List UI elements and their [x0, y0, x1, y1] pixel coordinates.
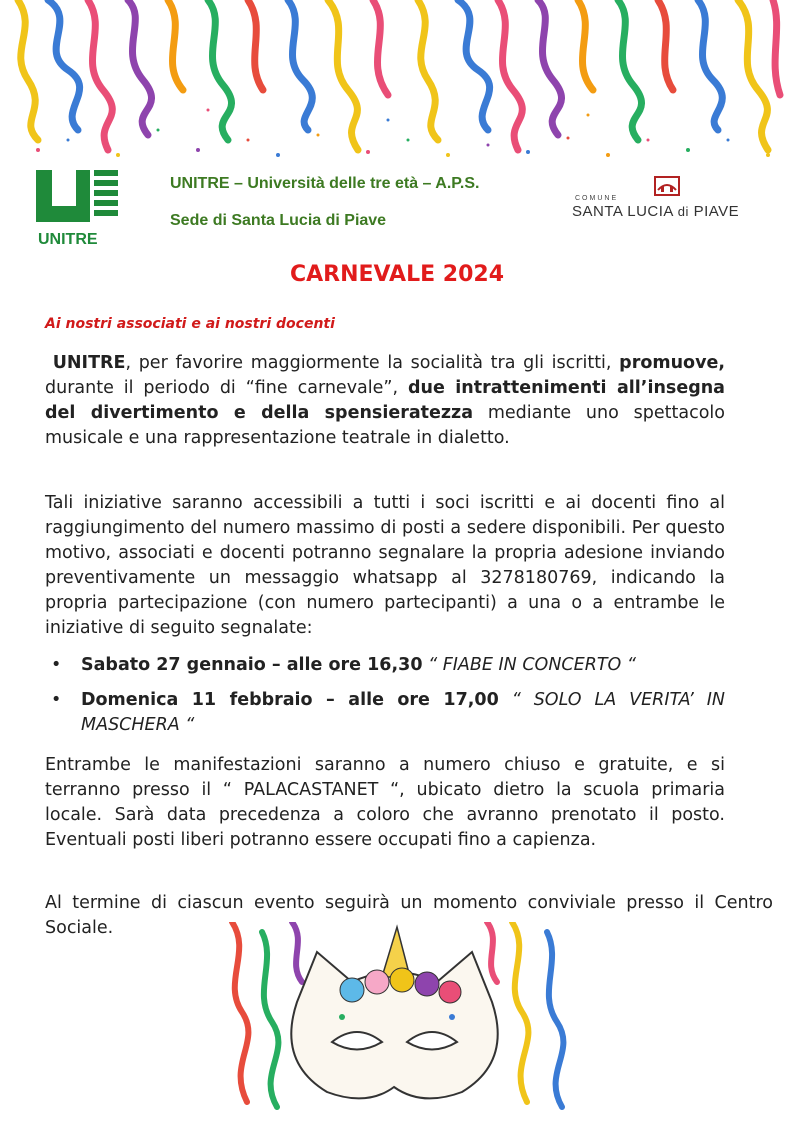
- unitre-logo: [34, 168, 120, 248]
- event-item: • Domenica 11 febbraio – alle ore 17,00 “ SOLO LA VERITA’ IN MASCHERA “: [51, 690, 725, 735]
- paragraph-access: Tali iniziative saranno accessibili a tutti i soci iscritti e ai docenti fino al raggiungimento del numero massimo di posti a sedere disponibili. Per questo motivo, associati e docenti potranno segnalare la propria adesione inviando preventivamente un messaggio whatsapp al 3278180769, indicando la propria partecipazione (con numero partecipanti) a una o a entrambe le iniziative di seguito segnalate:: [45, 493, 725, 638]
- org-name: UNITRE – Università delle tre età – A.P.S.: [170, 175, 480, 192]
- paragraph-venue: Entrambe le manifestazioni saranno a numero chiuso e gratuite, e si terranno presso il “ PALACASTANET “, ubicato dietro la scuola primaria locale. Sarà data precedenza a coloro che avranno prenotato il posto. Eventuali posti liberi potranno essere occupati fino a capienza.: [45, 755, 725, 850]
- comune-emblem-icon: [653, 176, 681, 196]
- comune-logo: [572, 176, 772, 226]
- paragraph-closing: Al termine di ciascun evento seguirà un momento conviviale presso il Centro Sociale.: [45, 893, 773, 938]
- intro-line: Ai nostri associati e ai nostri docenti: [45, 316, 335, 332]
- page-title: CARNEVALE 2024: [289, 262, 505, 287]
- org-seat: Sede di Santa Lucia di Piave: [170, 212, 387, 229]
- logo-text: UNITRE: [38, 231, 98, 248]
- comune-name: SANTA LUCIA di PIAVE: [572, 203, 740, 220]
- unicorn-carnival-mask: [222, 922, 567, 1112]
- comune-label: COMUNE: [575, 195, 619, 202]
- paragraph-intro: UNITRE, per favorire maggiormente la socialità tra gli iscritti, promuove, durante il periodo di “fine carnevale”, due intrattenimenti all’insegna del divertimento e della spensieratezza mediante uno spettacolo musicale e una rappresentazione teatrale in dialetto.: [45, 353, 725, 448]
- carnival-streamers-banner: [8, 0, 786, 160]
- event-list: [45, 653, 725, 748]
- event-item: • Sabato 27 gennaio – alle ore 16,30 “ FIABE IN CONCERTO “: [51, 655, 636, 675]
